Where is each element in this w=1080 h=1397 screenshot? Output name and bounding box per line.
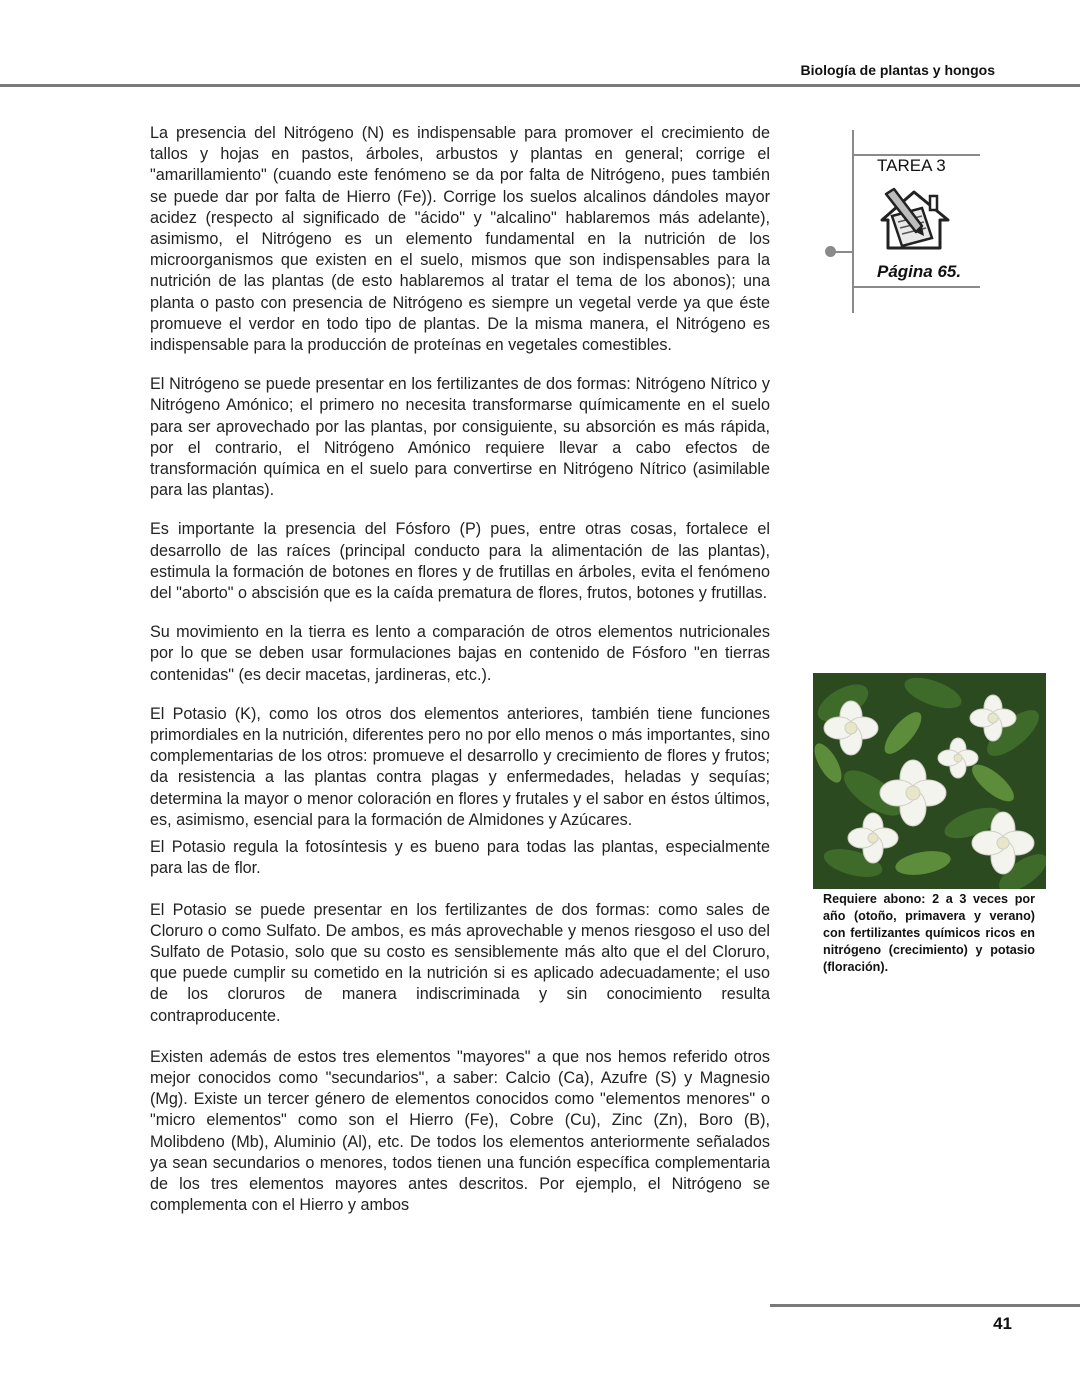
task-bottom-rule: [852, 286, 980, 288]
task-page: Página 65.: [877, 262, 962, 281]
paragraph-formas-nitrogeno: El Nitrógeno se puede presentar en los fertilizantes de dos formas: Nitrógeno Nítrico y Nitrógeno Amónico; el primero no necesita transformarse químicamente en el suelo para ser aprovechado por las plantas, por consiguiente, su absorción es más rápida, por el contrario, el Nitrógeno Amónico requiere llevar a cabo efectos de transformación química en el suelo para convertirse en Nitrógeno Nítrico (asimilable para las plantas).: [150, 375, 770, 500]
figure-caption: Requiere abono: 2 a 3 veces por año (otoño, primavera y verano) con fertilizantes químicos ricos en nitrógeno (crecimiento) y potasio (floración).: [823, 892, 1035, 974]
gardenia-flowers-photo: [813, 673, 1046, 889]
header-title: Biología de plantas y hongos: [800, 62, 995, 78]
paragraph-fosforo: Es importante la presencia del Fósforo (P) pues, entre otras cosas, fortalece el desarrollo de las raíces (principal conducto para la alimentación de las plantas), estimula la formación de botones en flores y de frutillas en árboles, evita el fenómeno del "aborto" o abscisión que es la caída prematura de flores, frutos, botones y frutillas.: [150, 520, 770, 603]
task-dot: [825, 246, 836, 257]
paragraph-potasio: El Potasio (K), como los otros dos elementos anteriores, también tiene funciones primordiales en la nutrición, diferentes pero no por ello menos o más importantes, sino complementarias de los otros: promueve el desarrollo y crecimiento de flores y frutos; da resistencia a las plantas contra plagas y enfermedades, heladas y sequías; determina la mayor o menor coloración en flores y frutales y el sabor en éstos últimos, es, asimismo, esencial para la formación de Almidones y Azúcares.: [150, 704, 770, 829]
paragraph-movimiento-fosforo: Su movimiento en la tierra es lento a comparación de otros elementos nutricionales por lo que se deben usar formulaciones bajas en contenido de Fósforo "en tierras contenidas" (es decir macetas, jardineras, etc.).: [150, 623, 770, 684]
task-title: TAREA 3: [877, 156, 946, 175]
homework-pencil-house-icon: [872, 186, 956, 252]
header-rule: [0, 84, 1080, 87]
paragraph-formas-potasio: El Potasio se puede presentar en los fertilizantes de dos formas: como sales de Cloruro o como Sulfato. De ambos, es más aprovechable y menos riesgoso el uso del Sulfato de Potasio, solo que su costo es sensiblemente más alto que el del Cloruro, que puede cumplir su cometido en la nutrición si es aplicado adecuadamente; el uso de los cloruros de manera indiscriminada y sin conocimiento resulta contraproducente.: [150, 900, 770, 1025]
paragraph-elementos-secundarios: Existen además de estos tres elementos "mayores" a que nos hemos referido otros mejor conocidos como "secundarios", a saber: Calcio (Ca), Azufre (S) y Magnesio (Mg). Existe un tercer género de elementos conocidos como "elementos menores" o "micro elementos" como son el Hierro (Fe), Cobre (Cu), Zinc (Zn), Boro (B), Molibdeno (Mb), Aluminio (Al), etc. De todos los elementos anteriormente señalados ya sean secundarios o menores, todos tienen una función específica complementaria de los tres elementos mayores antes descritos. Por ejemplo, el Nitrógeno se complementa con el Hierro y ambos: [150, 1047, 770, 1215]
page-number: 41: [993, 1314, 1012, 1333]
paragraph-nitrogeno: La presencia del Nitrógeno (N) es indispensable para promover el crecimiento de tallos y hojas en pastos, árboles, arbustos y plantas en general; corrige el "amarillamiento" (cuando este fenómeno se da por falta de Nitrógeno, pues también se puede dar por falta de Hierro (Fe)). Corrige los suelos alcalinos dándoles mayor acidez (respecto al significado de "ácido" y "alcalino" hablaremos más adelante), asimismo, el Nitrógeno es un elemento fundamental en la nutrición de los microorganismos que existen en el suelo, mismos que son indispensables para la nutrición de las plantas (de esto hablaremos al tratar el tema de los abonos); una planta o pasto con presencia de Nitrógeno es siempre un vegetal verde ya que éste promueve el verdor en todo tipo de plantas. De la misma manera, el Nitrógeno es indispensable para la producción de proteínas en vegetales comestibles.: [150, 124, 770, 355]
paragraph-fotosintesis: El Potasio regula la fotosíntesis y es bueno para todas las plantas, especialmente para las de flor.: [150, 838, 770, 878]
footer-rule: [770, 1304, 1080, 1307]
main-text: [150, 123, 770, 1234]
